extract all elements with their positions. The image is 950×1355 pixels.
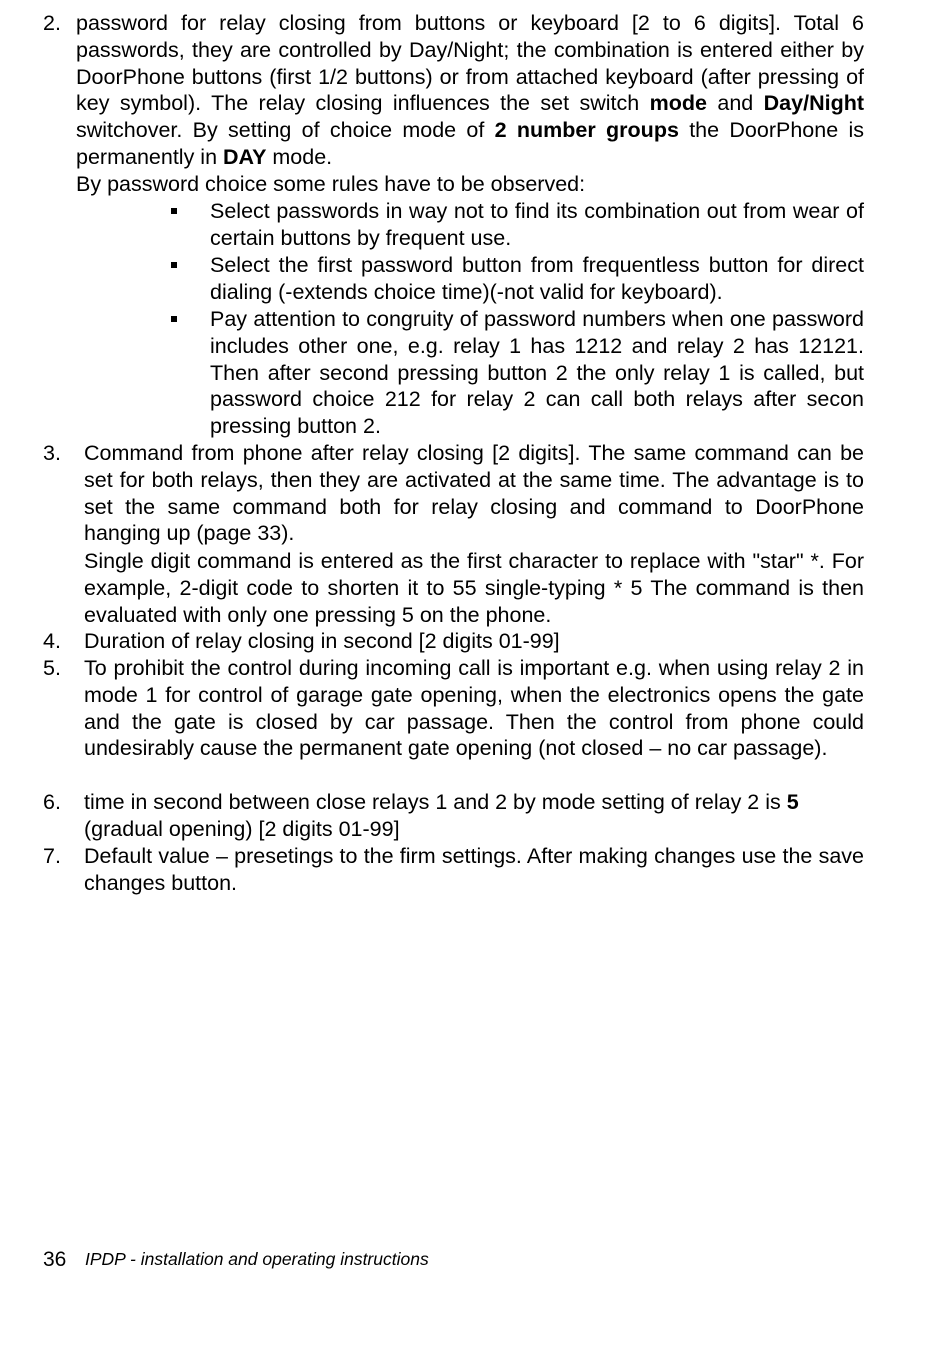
- item-6-number: 6.: [43, 790, 61, 814]
- item-6-body: time in second between close relays 1 and 2 by mode setting of relay 2 is: [84, 790, 787, 814]
- rule-item: Pay attention to congruity of password numbers when one password includes other one, e.g. relay 1 has 1212 and relay 2 has 12121. Then after second pressing button 2 the only relay 1 is called, but password choice 212 for relay 2 can call both relays after secon pressing button 2.: [210, 307, 864, 439]
- footer-title: IPDP - installation and operating instructions: [85, 1249, 429, 1269]
- item-2-and: and: [706, 91, 764, 116]
- item-5-number: 5.: [43, 656, 61, 680]
- item-2-bold-mode: mode: [649, 91, 707, 116]
- item-7-text: Default value – presetings to the firm settings. After making changes use the save changes button.: [84, 844, 864, 895]
- item-2-permanent: the DoorPhone is permanently in: [76, 118, 864, 169]
- rule-item: Select passwords in way not to find its combination out from wear of certain buttons by frequent use.: [210, 199, 864, 250]
- bullet-icon: [171, 208, 177, 214]
- item-6-bold-5: 5: [786, 790, 799, 814]
- item-2-text: [76, 10, 864, 171]
- item-4-text: Duration of relay closing in second [2 digits 01-99]: [84, 629, 560, 653]
- item-3-text-2: Single digit command is entered as the first character to replace with "star" *. For example, 2-digit code to shorten it to 55 single-typing * 5 The command is then evaluated with only one pressing 5 on the phone.: [84, 549, 864, 627]
- item-5-text: To prohibit the control during incoming call is important e.g. when using relay 2 in mode 1 for control of garage gate opening, when the electronics opens the gate and the gate is closed by car passage. Then the control from phone could undesirably cause the permanent gate opening (not closed – no car passage).: [84, 656, 864, 761]
- item-2-mode-end: mode.: [266, 144, 333, 169]
- item-2-switchover: switchover. By setting of choice mode of: [76, 118, 495, 143]
- bullet-icon: [171, 262, 177, 268]
- bullet-icon: [171, 316, 177, 322]
- item-3-text: Command from phone after relay closing [2 digits]. The same command can be set for both relays, then they are activated at the same time. The advantage is to set the same command both for relay closing and command to DoorPhone hanging up (page 33).: [84, 441, 864, 546]
- item-6-body-end: (gradual opening) [2 digits 01-99]: [84, 816, 400, 841]
- item-2-body: password for relay closing from buttons or keyboard [2 to 6 digits]. Total 6 passwords, they are controlled by Day/Night; the combination is entered either by DoorPhone buttons (first 1/2 buttons) or from attached keyboard (after pressing of key symbol). The relay closing influences the set switch: [76, 11, 864, 116]
- item-6-text: [84, 789, 864, 843]
- item-2-bold-groups: 2 number groups: [494, 118, 679, 143]
- rule-item: Select the first password button from frequentless button for direct dialing (-extends choice time)(-not valid for keyboard).: [210, 253, 864, 304]
- item-2-bold-daynight: Day/Night: [763, 91, 864, 116]
- page-number: 36: [43, 1248, 67, 1271]
- item-2-number: 2.: [43, 11, 61, 35]
- item-4-number: 4.: [43, 629, 61, 653]
- item-7-number: 7.: [43, 844, 61, 868]
- item-2-bold-day: DAY: [223, 144, 267, 169]
- rules-intro: By password choice some rules have to be observed:: [76, 172, 586, 196]
- item-3-number: 3.: [43, 441, 61, 465]
